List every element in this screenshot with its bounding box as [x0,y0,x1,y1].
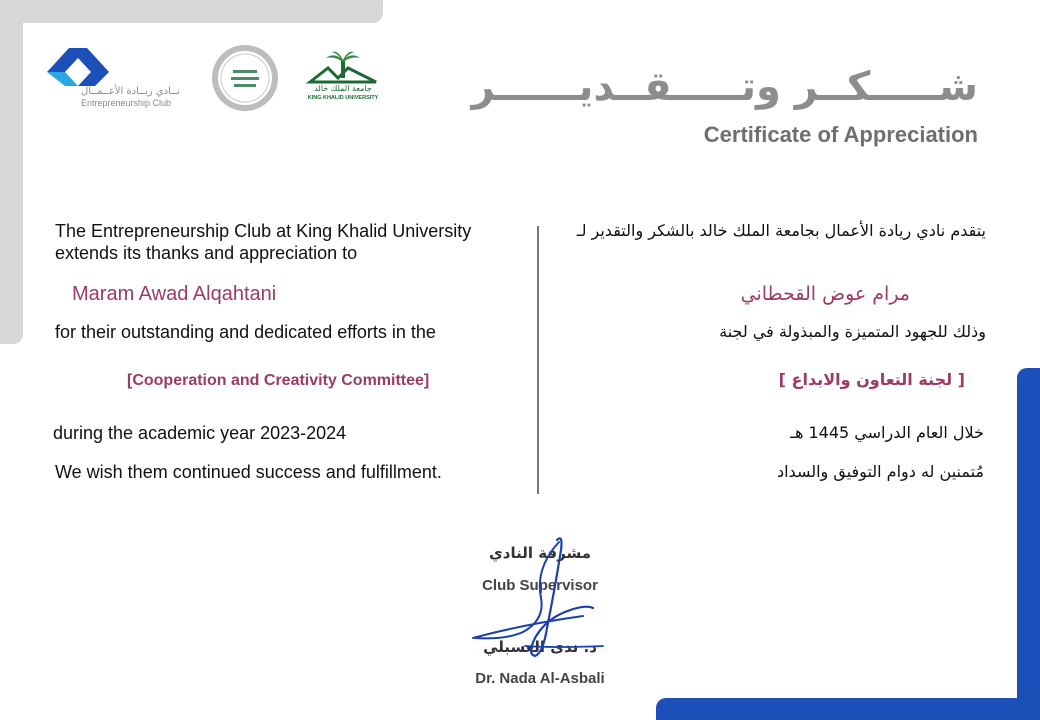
english-academic-year: during the academic year 2023-2024 [53,423,347,443]
department-seal-logo [211,44,279,112]
club-name-english: Entrepreneurship Club [81,98,172,108]
arabic-intro-text: يتقدم نادي ريادة الأعمال بجامعة الملك خالد بالشكر والتقدير لـ [576,221,986,240]
english-committee-name: [Cooperation and Creativity Committee] [127,372,430,389]
club-name-arabic: نــادي ريــادة الأعــمــال [81,86,180,97]
english-efforts-text: for their outstanding and dedicated efforts in the [55,322,436,342]
arabic-academic-year: خلال العام الدراسي 1445 هـ [790,423,984,442]
palm-tree-icon [306,50,380,84]
arabic-recipient-name: مرام عوض القحطاني [740,283,910,305]
certificate-title-arabic: شـــــكــر وتـــــقــديــــــر [471,64,978,110]
english-closing-wish: We wish them continued success and fulfillment. [55,462,442,482]
column-divider [537,226,539,494]
arabic-committee-name: [ لجنة التعاون والابداع ] [778,370,965,389]
supervisor-name-arabic: د. ندى العسبلي [483,638,597,656]
supervisor-title-english: Club Supervisor [482,577,598,594]
university-name-arabic: جامعة الملك خالد [314,84,372,93]
university-name-english: KING KHALID UNIVERSITY [307,95,379,101]
frame-left-bar [0,0,23,344]
seal-icon [211,44,279,112]
certificate-title-english: Certificate of Appreciation [703,122,978,147]
frame-bottom-bar [656,698,1040,720]
supervisor-name-english: Dr. Nada Al-Asbali [475,670,605,687]
frame-top-bar [0,0,383,23]
supervisor-title-arabic: مشرفة النادي [489,544,591,562]
arabic-efforts-text: وذلك للجهود المتميزة والمبذولة في لجنة [719,322,986,341]
english-recipient-name: Maram Awad Alqahtani [72,283,277,305]
university-logo [306,50,380,108]
frame-right-bar [1017,368,1040,720]
entrepreneurship-club-logo [45,44,185,110]
english-intro-text: The Entrepreneurship Club at King Khalid University extends its thanks and appreciation to [55,221,472,263]
arabic-closing-wish: مُتمنين له دوام التوفيق والسداد [776,462,984,481]
